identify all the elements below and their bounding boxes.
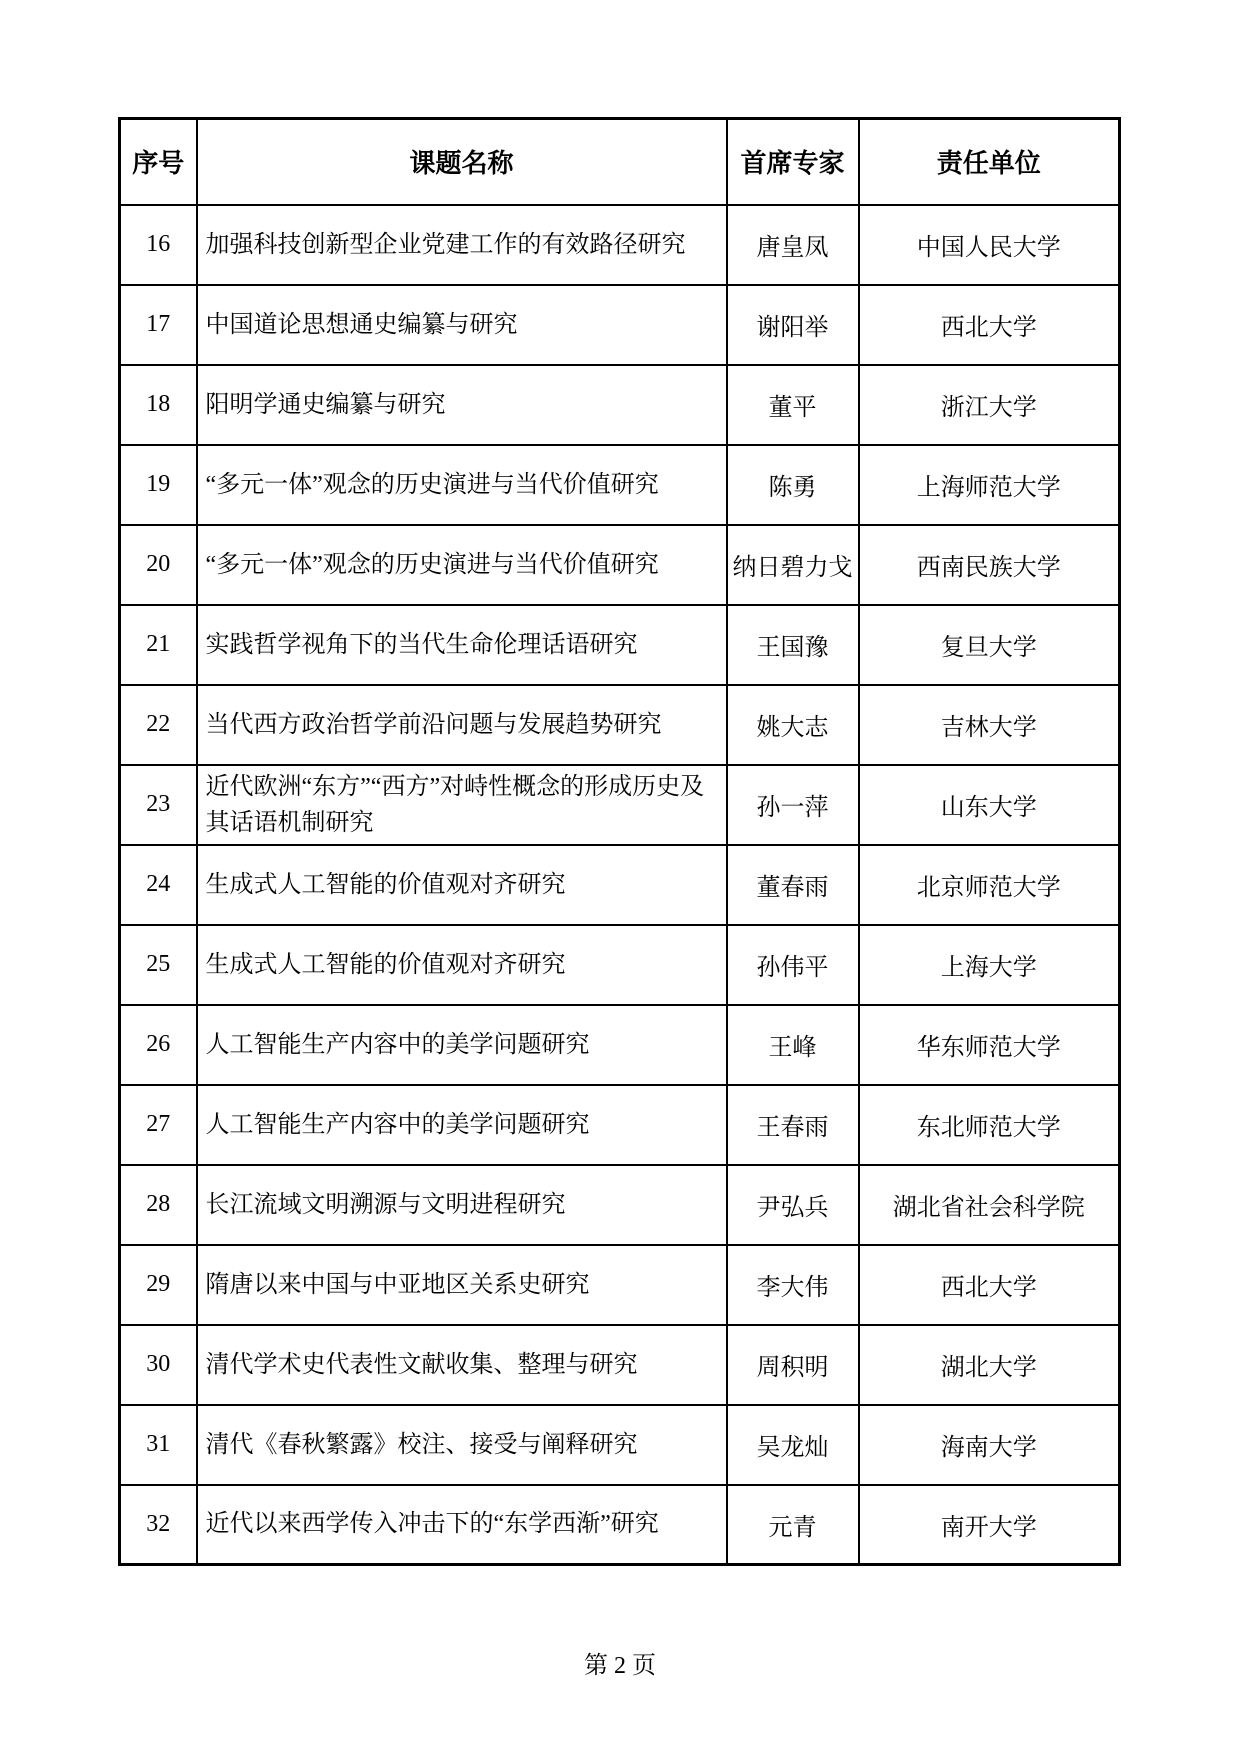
header-row (120, 119, 1120, 205)
header-cell-unit: 责任单位 (859, 119, 1120, 205)
project-title-cell: 清代学术史代表性文献收集、整理与研究 (197, 1325, 727, 1405)
row-number-cell: 30 (120, 1325, 197, 1405)
unit-cell: 中国人民大学 (859, 205, 1120, 285)
chief-expert-cell: 陈勇 (727, 445, 859, 525)
project-title-cell: 生成式人工智能的价值观对齐研究 (197, 925, 727, 1005)
row-number-cell: 27 (120, 1085, 197, 1165)
table-row (120, 845, 1120, 925)
project-title-cell: 实践哲学视角下的当代生命伦理话语研究 (197, 605, 727, 685)
unit-cell: 湖北省社会科学院 (859, 1165, 1120, 1245)
row-number-cell: 22 (120, 685, 197, 765)
table-row (120, 525, 1120, 605)
header-cell-expert: 首席专家 (727, 119, 859, 205)
chief-expert-cell: 谢阳举 (727, 285, 859, 365)
project-title-cell: 阳明学通史编纂与研究 (197, 365, 727, 445)
row-number-cell: 18 (120, 365, 197, 445)
table-row (120, 1245, 1120, 1325)
chief-expert-cell: 孙一萍 (727, 765, 859, 845)
unit-cell: 上海师范大学 (859, 445, 1120, 525)
unit-cell: 上海大学 (859, 925, 1120, 1005)
project-title-cell: 隋唐以来中国与中亚地区关系史研究 (197, 1245, 727, 1325)
row-number-cell: 17 (120, 285, 197, 365)
table-row (120, 1485, 1120, 1565)
table-row (120, 1405, 1120, 1485)
table-row (120, 685, 1120, 765)
unit-cell: 浙江大学 (859, 365, 1120, 445)
project-title-cell: 加强科技创新型企业党建工作的有效路径研究 (197, 205, 727, 285)
project-title-cell: “多元一体”观念的历史演进与当代价值研究 (197, 445, 727, 525)
project-title-cell: 当代西方政治哲学前沿问题与发展趋势研究 (197, 685, 727, 765)
unit-cell: 海南大学 (859, 1405, 1120, 1485)
chief-expert-cell: 元青 (727, 1485, 859, 1565)
table-row (120, 1165, 1120, 1245)
project-title-cell: 近代以来西学传入冲击下的“东学西渐”研究 (197, 1485, 727, 1565)
row-number-cell: 25 (120, 925, 197, 1005)
unit-cell: 北京师范大学 (859, 845, 1120, 925)
chief-expert-cell: 王国豫 (727, 605, 859, 685)
row-number-cell: 29 (120, 1245, 197, 1325)
unit-cell: 吉林大学 (859, 685, 1120, 765)
project-title-cell: 人工智能生产内容中的美学问题研究 (197, 1005, 727, 1085)
table-header (120, 119, 1120, 205)
row-number-cell: 28 (120, 1165, 197, 1245)
table-row (120, 925, 1120, 1005)
unit-cell: 山东大学 (859, 765, 1120, 845)
table-row (120, 285, 1120, 365)
page-number: 第 2 页 (584, 1653, 656, 1679)
chief-expert-cell: 周积明 (727, 1325, 859, 1405)
row-number-cell: 16 (120, 205, 197, 285)
unit-cell: 南开大学 (859, 1485, 1120, 1565)
row-number-cell: 20 (120, 525, 197, 605)
row-number-cell: 26 (120, 1005, 197, 1085)
chief-expert-cell: 尹弘兵 (727, 1165, 859, 1245)
project-title-cell: 中国道论思想通史编纂与研究 (197, 285, 727, 365)
unit-cell: 复旦大学 (859, 605, 1120, 685)
header-cell-no: 序号 (120, 119, 197, 205)
chief-expert-cell: 纳日碧力戈 (727, 525, 859, 605)
chief-expert-cell: 姚大志 (727, 685, 859, 765)
table-row (120, 765, 1120, 845)
row-number-cell: 24 (120, 845, 197, 925)
table-body (120, 205, 1120, 1565)
chief-expert-cell: 王春雨 (727, 1085, 859, 1165)
unit-cell: 东北师范大学 (859, 1085, 1120, 1165)
table-row (120, 365, 1120, 445)
project-title-cell: 人工智能生产内容中的美学问题研究 (197, 1085, 727, 1165)
row-number-cell: 32 (120, 1485, 197, 1565)
unit-cell: 西北大学 (859, 285, 1120, 365)
project-title-cell: 长江流域文明溯源与文明进程研究 (197, 1165, 727, 1245)
unit-cell: 华东师范大学 (859, 1005, 1120, 1085)
chief-expert-cell: 董春雨 (727, 845, 859, 925)
chief-expert-cell: 董平 (727, 365, 859, 445)
table-row (120, 1005, 1120, 1085)
chief-expert-cell: 李大伟 (727, 1245, 859, 1325)
row-number-cell: 23 (120, 765, 197, 845)
chief-expert-cell: 孙伟平 (727, 925, 859, 1005)
table-row (120, 205, 1120, 285)
chief-expert-cell: 唐皇凤 (727, 205, 859, 285)
unit-cell: 西南民族大学 (859, 525, 1120, 605)
header-cell-title: 课题名称 (197, 119, 727, 205)
chief-expert-cell: 王峰 (727, 1005, 859, 1085)
table-row (120, 445, 1120, 525)
unit-cell: 湖北大学 (859, 1325, 1120, 1405)
project-title-cell: 生成式人工智能的价值观对齐研究 (197, 845, 727, 925)
row-number-cell: 31 (120, 1405, 197, 1485)
project-title-cell: 近代欧洲“东方”“西方”对峙性概念的形成历史及其话语机制研究 (197, 765, 727, 845)
row-number-cell: 19 (120, 445, 197, 525)
table-row (120, 1085, 1120, 1165)
project-title-cell: “多元一体”观念的历史演进与当代价值研究 (197, 525, 727, 605)
projects-table (118, 117, 1121, 1566)
table-row (120, 605, 1120, 685)
chief-expert-cell: 吴龙灿 (727, 1405, 859, 1485)
unit-cell: 西北大学 (859, 1245, 1120, 1325)
table-row (120, 1325, 1120, 1405)
row-number-cell: 21 (120, 605, 197, 685)
project-title-cell: 清代《春秋繁露》校注、接受与阐释研究 (197, 1405, 727, 1485)
